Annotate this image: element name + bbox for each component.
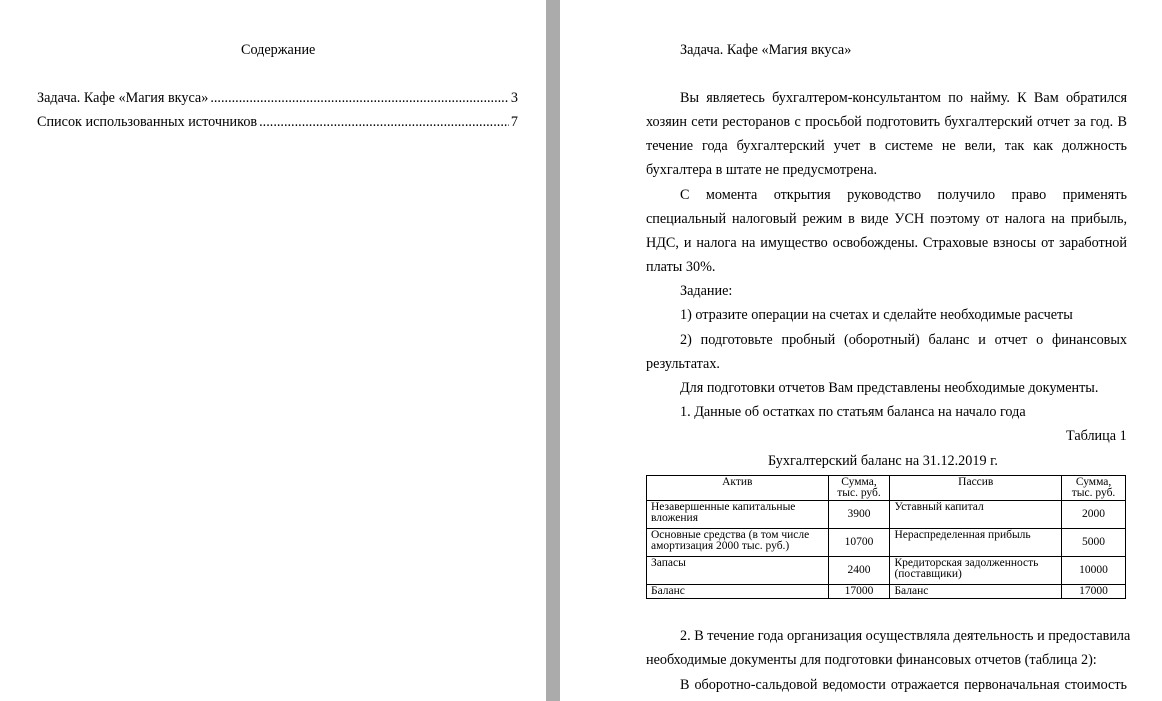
toc-entry[interactable] <box>37 90 518 106</box>
table-cell: Баланс <box>890 585 1062 599</box>
toc-entry-title: Список использованных источников <box>37 114 258 130</box>
table-cell: 17000 <box>828 585 890 599</box>
table-cell: 2000 <box>1062 501 1126 529</box>
table-cell: Баланс <box>647 585 829 599</box>
table-cell: 10000 <box>1062 557 1126 585</box>
table-row <box>647 557 1126 585</box>
paragraph-line: бухгалтера в штате не предусмотрена. <box>646 162 878 178</box>
table-header-cell: Сумма, тыс. руб. <box>1062 476 1126 501</box>
table-cell: Кредиторская задолженность (поставщики) <box>890 557 1062 585</box>
table-label: Таблица 1 <box>1066 428 1127 444</box>
paragraph-line: Вы являетесь бухгалтером-консультантом по найму. К Вам обратился <box>680 90 1127 106</box>
balance-table <box>646 475 1126 599</box>
table-title: Бухгалтерский баланс на 31.12.2019 г. <box>768 453 998 469</box>
toc-title: Содержание <box>241 42 316 58</box>
paragraph-line: течение года бухгалтерский учет в системе не вели, так как должность <box>646 138 1127 154</box>
table-header-cell: Сумма, тыс. руб. <box>828 476 890 501</box>
table-cell: 2400 <box>828 557 890 585</box>
table-header-row <box>647 476 1126 501</box>
toc-leader-dots <box>210 90 509 106</box>
table-cell: Нераспределенная прибыль <box>890 529 1062 557</box>
paragraph-line: 2. В течение года организация осуществляла деятельность и предоставила <box>680 628 1131 644</box>
table-cell: 5000 <box>1062 529 1126 557</box>
table-cell: 17000 <box>1062 585 1126 599</box>
table-cell: Уставный капитал <box>890 501 1062 529</box>
table-cell: Запасы <box>647 557 829 585</box>
section-heading: Задача. Кафе «Магия вкуса» <box>680 42 852 58</box>
table-header-cell: Пассив <box>890 476 1062 501</box>
item-1: 1. Данные об остатках по статьям баланса на начало года <box>680 404 1026 420</box>
table-cell: 3900 <box>828 501 890 529</box>
table-cell: Основные средства (в том числе амортизация 2000 тыс. руб.) <box>647 529 829 557</box>
docs-line: Для подготовки отчетов Вам представлены необходимые документы. <box>680 380 1099 396</box>
toc-entry-title: Задача. Кафе «Магия вкуса» <box>37 90 209 106</box>
task-item-1: 1) отразите операции на счетах и сделайте необходимые расчеты <box>680 307 1073 323</box>
table-total-row <box>647 585 1126 599</box>
table-header-cell: Актив <box>647 476 829 501</box>
table-cell: 10700 <box>828 529 890 557</box>
paragraph-line: В оборотно-сальдовой ведомости отражается первоначальная стоимость <box>680 677 1127 693</box>
toc-entry[interactable] <box>37 114 518 130</box>
toc-entry-page: 7 <box>510 114 518 130</box>
task-item-2: 2) подготовьте пробный (оборотный) баланс и отчет о финансовых <box>680 332 1127 348</box>
toc-leader-dots <box>259 114 509 130</box>
paragraph-line: необходимые документы для подготовки финансовых отчетов (таблица 2): <box>646 652 1097 668</box>
task-item-2-cont: результатах. <box>646 356 720 372</box>
table-row <box>647 529 1126 557</box>
paragraph-line: С момента открытия руководство получило право применять <box>680 187 1127 203</box>
paragraph-line: НДС, и налога на имущество освобождены. Страховые взносы от заработной <box>646 235 1127 251</box>
table-row <box>647 501 1126 529</box>
paragraph-line: хозяин сети ресторанов с просьбой подготовить бухгалтерский отчет за год. В <box>646 114 1127 130</box>
table-cell: Незавершенные капитальные вложения <box>647 501 829 529</box>
paragraph-line: платы 30%. <box>646 259 716 275</box>
paragraph-line: специальный налоговый режим в виде УСН поэтому от налога на прибыль, <box>646 211 1127 227</box>
toc-entry-page: 3 <box>510 90 518 106</box>
task-label: Задание: <box>680 283 733 299</box>
